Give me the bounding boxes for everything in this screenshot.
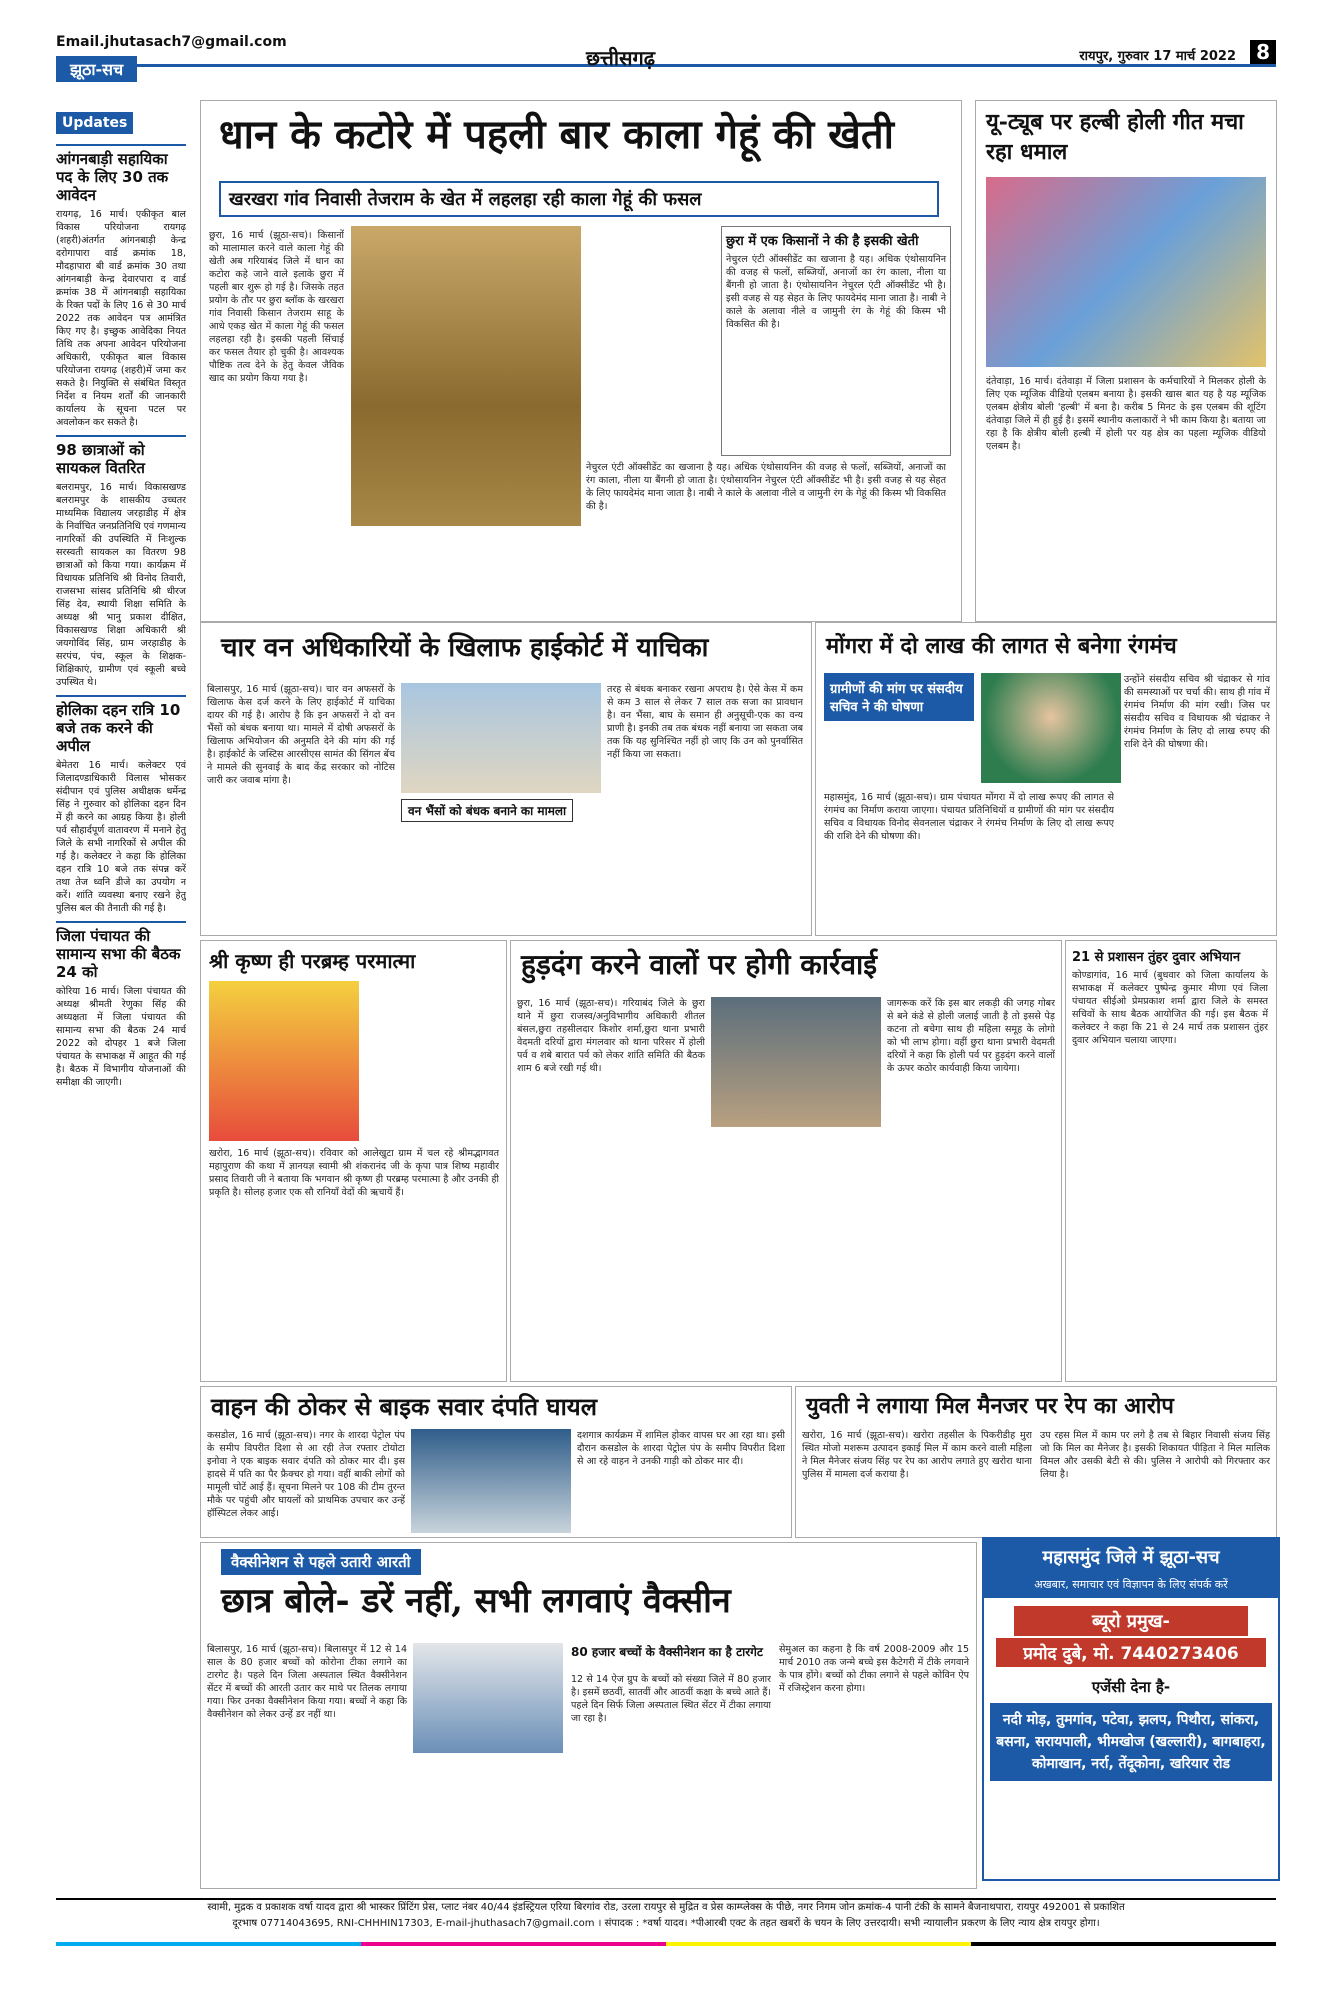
mongra-headline: मोंगरा में दो लाख की लागत से बनेगा रंगमंच xyxy=(826,633,1177,659)
section-title: छत्तीसगढ़ xyxy=(586,46,656,70)
lead-headline: धान के कटोरे में पहली बार काला गेहूं की खेती xyxy=(219,111,895,158)
hudang-headline: हुड़दंग करने वालों पर होगी कार्रवाई xyxy=(521,948,878,981)
page-number: 8 xyxy=(1250,40,1276,64)
hc-headline: चार वन अधिकारियों के खिलाफ हाईकोर्ट में याचिका xyxy=(221,633,709,663)
hc-story xyxy=(200,622,812,936)
rape-body-2: उप रहस मिल में काम पर लगे है तब से बिहार निवासी संजय सिंह जो कि मिल का मैनेजर है। इसकी शिकायत पीड़िता ने मिल मालिक विमल और उसकी बेटी से की। पुलिस ने आरोपी को गिरफ्तार कर लिया है। xyxy=(1040,1430,1270,1480)
left-body-4: कोरिया 16 मार्च। जिला पंचायत की अध्यक्ष श्रीमती रेणुका सिंह की अध्यक्षता में जिला पंचायत की सामान्य सभा की बैठक 24 मार्च 2022 को दोपहर 1 बजे जिला पंचायत के सभाकक्ष में आहूत की गई है। बैठक में विभागीय योजनाओं की समीक्षा की जाएगी। xyxy=(56,986,186,1088)
hc-body-2: तरह से बंधक बनाकर रखना अपराध है। ऐसे केस में कम से कम 3 साल से लेकर 7 साल तक सजा का प्रावधान है। वन भैंसा, बाघ के समान ही अनुसूची-एक का वन्य प्राणी है। इनकी तब तक बंधक नहीं बनाया जा सकता जब तक कि यह सुनिश्चित नहीं हो जाए कि उन को पुनर्वासित नहीं किया जा सकता। xyxy=(607,684,803,760)
tuhar-headline: 21 से प्रशासन तुंहर दुवार अभियान xyxy=(1072,950,1241,965)
left-headline-4: जिला पंचायत की सामान्य सभा की बैठक 24 को xyxy=(56,921,186,981)
accident-body-2: दशगात्र कार्यक्रम में शामिल होकर वापस घर आ रहा था। इसी दौरान कसडोल के शारदा पेट्रोल पंप के समीप विपरीत दिशा से आ रहे वाहन ने उनकी गाड़ी को ठोकर मार दी। xyxy=(577,1430,785,1467)
advertisement xyxy=(982,1537,1280,1881)
ad-sub: अखबार, समाचार एवं विज्ञापन के लिए संपर्क करें xyxy=(984,1575,1278,1598)
ad-chief-label: ब्यूरो प्रमुख- xyxy=(1014,1606,1248,1636)
left-body-1: रायगढ़, 16 मार्च। एकीकृत बाल विकास परियोजना रायगढ़ (शहरी)अंतर्गत आंगनबाड़ी केन्द्र दरोगापारा वार्ड क्रमांक 18, मौदहापारा बी वार्ड क्रमांक 30 तथा आंगनबाड़ी केन्द्र देवारपारा द वार्ड क्रमांक 38 में आंगनबाड़ी सहायिका के रिक्त पदों के लिए 16 से 30 मार्च 2022 तक आवेदन पत्र आमंत्रित किए गए है। इच्छुक आवेदिका नियत तिथि तक अपना आवेदन परियोजना अधिकारी, एकीकृत बाल विकास परियोजना रायगढ़ (शहरी)में जमा कर सकते है। नियुक्ति से संबंधित विस्तृत निर्देश व नियम शर्तों की जानकारी कार्यालय के सूचना पटल पर अवलोकन कर सकते है। xyxy=(56,209,186,428)
left-body-2: बलरामपुर, 16 मार्च। विकासखण्ड बलरामपुर के शासकीय उच्चतर माध्यमिक विद्यालय जरहाडीह में क्षेत्र के निर्वाचित जनप्रतिनिधि एवं गणमान्य नागरिकों की उपस्थिति में निःशुल्क सरस्वती सायकल का वितरण 98 छात्राओं को किया गया। कार्यक्रम में विधायक प्रतिनिधि श्री विनोद तिवारी, राजसभा सांसद प्रतिनिधि श्री धीरज सिंह देव, स्थायी शिक्षा समिति के अध्यक्ष श्री भानु प्रकाश दीक्षित, विकासखण्ड शिक्षा अधिकारी श्री जयगोविंद सिंह, ग्राम जरहाडीह के सरपंच, पंच, स्कूल के शिक्षक-शिक्षिकाएं, ग्रामीण एवं स्कूली बच्चे उपस्थित थे। xyxy=(56,482,186,688)
footer-line-1: स्वामी, मुद्रक व प्रकाशक वर्षा यादव द्वारा श्री भास्कर प्रिंटिंग प्रेस, प्लाट नंबर 40/44 इंडस्ट्रियल एरिया बिरगांव रोड, उरला रायपुर से मुद्रित व प्रेस काम्प्लेक्स के पीछे, नगर निगम जोन क्रमांक-4 पानी टंकी के सामने बैजनाथपारा, रायपुर 492001 से प्रकाशित xyxy=(207,1902,1125,1913)
masthead xyxy=(56,34,1276,79)
vaccine-headline: छात्र बोले- डरें नहीं, सभी लगवाएं वैक्सीन xyxy=(221,1581,731,1621)
hudang-body: छुरा, 16 मार्च (झूठा-सच)। गरियाबंद जिले के छुरा थाने में छुरा राजस्व/अनुविभागीय अधिकारी शीतल बंसल,छुरा तहसीलदार किशोर शर्मा,छुरा थाना प्रभारी वेदमती दरियों द्वारा मंगलवार को थाना परिसर में होली पर्व व शबे बारात पर्व को लेकर शांति समिति की बैठक शाम 6 बजे रखी गई थी। xyxy=(517,998,705,1074)
dateline: रायपुर, गुरुवार 17 मार्च 2022 xyxy=(1079,49,1236,64)
tuhar-body: कोण्डागांव, 16 मार्च (बुधवार को जिला कार्यालय के सभाकक्ष में कलेक्टर पुष्पेन्द्र कुमार मीणा एवं जिला पंचायत सीईओ प्रेमप्रकाश शर्मा द्वारा जिले के समस्त सचिवों के साथ बैठक आयोजित की गई। इस बैठक में कलेक्टर ने कहा कि 21 से 24 मार्च तक प्रशासन तुंहर दुवार अभियान चलाया जाएगा। xyxy=(1072,970,1268,1046)
accident-photo xyxy=(411,1429,571,1533)
vaccine-story xyxy=(200,1542,977,1889)
left-body-3: बेमेतरा 16 मार्च। कलेक्टर एवं जिलादण्डाधिकारी विलास भोसकर संदीपान एवं पुलिस अधीक्षक धर्मेन्द्र सिंह ने गुरुवार को होलिका दहन दिन में ही करने का आग्रह किया है। होली पर्व सौहार्दपूर्ण वातावरण में मनाने हेतु जिले के सभी नागरिकों से अपील की गई है। कलेक्टर ने कहा कि होलिका दहन रात्रि 10 बजे तक संपन्न करें तथा तेज ध्वनि डीजे का उपयोग न करें। शांति व्यवस्था बनाए रखने हेतु पुलिस बल की तैनाती की गई है। xyxy=(56,760,186,914)
ad-agency: एजेंसी देना है- xyxy=(1091,1678,1171,1696)
lead-sidebox xyxy=(721,226,951,456)
header-email: Email.jhutasach7@gmail.com xyxy=(56,34,287,50)
lead-body: छुरा, 16 मार्च (झूठा-सच)। किसानों को मालामाल करने वाले काला गेहूं की खेती अब गरियाबंद जिले में धान का कटोरा कहे जाने वाले इलाके छुरा में पहली बार शुरू हो गई है। जिसके तहत प्रयोग के तौर पर छुरा ब्लॉक के खरखरा गांव निवासी किसान तेजराम साहू के आधे एकड़ खेत में काला गेहूं की फसल लहलहा रही है। इसकी पहली सिंचाई कर फसल तैयार हो चुकी है। आवश्यक पौष्टिक तत्व देने के हेतु केवल जैविक खाद का प्रयोग किया गया है। xyxy=(209,230,344,384)
ad-areas: नदी मोड़, तुमगांव, पटेवा, झलप, पिथौरा, सांकरा, बसना, सरायपाली, भीमखोज (खल्लारी), बागबाहरा, कोमाखान, नर्रा, तेंदूकोना, खरियार रोड xyxy=(990,1703,1272,1781)
hc-body: बिलासपुर, 16 मार्च (झूठा-सच)। चार वन अफसरों के खिलाफ केस दर्ज करने के लिए हाईकोर्ट में याचिका दायर की गई है। आरोप है कि इन अफसरों ने दो वन भैंसों को बंधक बनाया था। मामले में दोषी अफसरों के खिलाफ अभियोजन की अनुमति देने की मांग की गई है। हाईकोर्ट के जस्टिस आरसीएस सामंत की सिंगल बेंच ने मामले की सुनवाई के बाद केंद्र सरकार को नोटिस जारी कर जवाब मांगा है। xyxy=(207,684,395,786)
left-headline-1: आंगनबाड़ी सहायिका पद के लिए 30 तक आवेदन xyxy=(56,144,186,204)
left-column xyxy=(56,112,186,1652)
left-headline-3: होलिका दहन रात्रि 10 बजे तक करने की अपील xyxy=(56,695,186,755)
footer xyxy=(56,1898,1276,1940)
updates-label: Updates xyxy=(56,112,133,134)
sidebox-body: नेचुरल एंटी ऑक्सीडेंट का खजाना है यह। अधिक एंथोसायनिन की वजह से फलों, सब्जियों, अनाजों का रंग काला, नीला या बैंगनी हो जाता है। एंथोसायनिन नेचुरल एंटी ऑक्सीडेंट भी है। इसी वजह से यह सेहत के लिए फायदेमंद माना जाता है। नाबी ने काले के अलावा नीले व जामुनी रंग के गेहूं की किस्म भी विकसित की है। xyxy=(726,254,946,330)
vaccine-subhead: 80 हजार बच्चों के वैक्सीनेशन का है टारगेट xyxy=(571,1645,763,1659)
accident-body: कसडोल, 16 मार्च (झूठा-सच)। नगर के शारदा पेट्रोल पंप के समीप विपरीत दिशा से आ रही तेज रफ्तार टोयोटा इनोवा ने एक बाइक सवार दंपति को ठोकर मार दी। इस हादसे में पति का पैर फ्रैक्चर हो गया। वहीं बाकी लोगों को मामूली चोटें आई हैं। सूचना मिलने पर 108 की टीम तुरन्त मौके पर पहुंची और घायलों को प्राथमिक उपचार कर उन्हें हॉस्पिटल लेकर आई। xyxy=(207,1430,405,1519)
mongra-body: महासमुंद, 16 मार्च (झूठा-सच)। ग्राम पंचायत मोंगरा में दो लाख रूपए की लागत से रंगमंच का निर्माण कराया जाएगा। पंचायत प्रतिनिधियों व ग्रामीणों की मांग पर संसदीय सचिव व विधायक विनोद सेवनलाल चंद्राकर ने रंगमंच निर्माण के लिए दो लाख रूपए की राशि देने की घोषणा की। xyxy=(824,792,1114,842)
hudang-photo xyxy=(711,997,881,1127)
hc-photo xyxy=(401,683,601,793)
rape-body: खरोरा, 16 मार्च (झूठा-सच)। खरोरा तहसील के पिकरीडीह मुरा स्थित मोजो मशरूम उत्पादन इकाई मिल में काम करने वाली महिला ने मिल मैनेजर संजय सिंह पर रेप का आरोप लगाते हुए खरोरा थाना पुलिस में मामला दर्ज कराया है। xyxy=(802,1430,1032,1480)
lead-story xyxy=(200,100,962,622)
lead-subhead: खरखरा गांव निवासी तेजराम के खेत में लहलहा रही काला गेहूं की फसल xyxy=(219,181,939,217)
wheat-photo xyxy=(351,226,581,526)
footer-line-2: दूरभाष 07714043695, RNI-CHHHIN17303, E-mail-jhuthasach7@gmail.com । संपादक : *वर्षा यादव। *पीआरबी एक्ट के तहत खबरों के चयन के लिए उत्तरदायी। सभी न्यायालीन प्रकरण के लिए न्याय क्षेत्र रायपुर होगा। xyxy=(232,1918,1100,1929)
krishna-story xyxy=(200,940,507,1382)
lead-body-2: नेचुरल एंटी ऑक्सीडेंट का खजाना है यह। अधिक एंथोसायनिन की वजह से फलों, सब्जियों, अनाजों का रंग काला, नीला या बैंगनी हो जाता है। एंथोसायनिन नेचुरल एंटी ऑक्सीडेंट भी है। इसी वजह से यह सेहत के लिए फायदेमंद माना जाता है। नाबी ने काले के अलावा नीले व जामुनी रंग के गेहूं की किस्म भी विकसित की है। xyxy=(586,462,946,512)
sidebox-title: छुरा में एक किसानों ने की है इसकी खेती xyxy=(726,234,919,249)
hudang-body-2: जागरूक करें कि इस बार लकड़ी की जगह गोबर से बने कंडे से होली जलाई जाती है तो इससे पेड़ कटना तो बचेगा साथ ही महिला समूह के लोगो को भी लाभ होगा। वहीं छुरा थाना प्रभारी वेदमती दरियों ने कहा कि होली पर्व पर हुड़दंग करने वालों के ऊपर कठोर कार्यवाही किया जायेगा। xyxy=(887,998,1055,1074)
left-headline-2: 98 छात्राओं को सायकल वितरित xyxy=(56,435,186,477)
vaccine-photo xyxy=(413,1643,563,1753)
krishna-headline: श्री कृष्ण ही परब्रम्ह परमात्मा xyxy=(209,949,416,973)
mongra-subbox: ग्रामीणों की मांग पर संसदीय सचिव ने की घोषणा xyxy=(824,673,974,721)
accident-headline: वाहन की ठोकर से बाइक सवार दंपति घायल xyxy=(211,1392,597,1421)
holi-headline: यू-ट्यूब पर हल्बी होली गीत मचा रहा धमाल xyxy=(986,109,1244,165)
mongra-story xyxy=(815,622,1277,936)
hudang-story xyxy=(510,940,1062,1382)
ad-head: महासमुंद जिले में झूठा-सच xyxy=(984,1539,1278,1575)
hc-caption: वन भैंसों को बंधक बनाने का मामला xyxy=(401,799,573,822)
accident-story xyxy=(200,1386,792,1538)
holi-story xyxy=(975,100,1277,622)
vaccine-body-2: 12 से 14 ऐज ग्रुप के बच्चों को संख्या जिले में 80 हजार है। इसमें छठवीं, सातवीं और आठवीं कक्षा के बच्चे आते हैं। पहले दिन सिर्फ जिला अस्पताल स्थित सेंटर में टीका लगाया जा रहा है। xyxy=(571,1674,771,1724)
ad-chief: प्रमोद दुबे, मो. 7440273406 xyxy=(996,1638,1266,1667)
vaccine-kicker: वैक्सीनेशन से पहले उतारी आरती xyxy=(221,1549,421,1575)
holi-body: दंतेवाड़ा, 16 मार्च। दंतेवाड़ा में जिला प्रशासन के कर्मचारियों ने मिलकर होली के लिए एक म्यूजिक वीडियो एलबम बनाया है। इसकी खास बात यह है यह म्यूजिक एलबम क्षेत्रीय बोली 'हल्बी' में बना है। करीब 5 मिनट के इस एलबम की शूटिंग दंतेवाड़ा जिले में ही हुई है। इसमें स्थानीय कलाकारों ने भी काम किया है। बताया जा रहा है कि क्षेत्रीय बोली हल्बी में होली पर यह क्षेत्र का पहला म्यूजिक वीडियो एलबम है। xyxy=(986,376,1266,452)
krishna-body: खरोरा, 16 मार्च (झूठा-सच)। रविवार को आलेखुटा ग्राम में चल रहे श्रीमद्भागवत महापुराण की कथा में ज्ञानयज्ञ स्वामी श्री शंकरानंद जी के कृपा पात्र शिष्य महावीर प्रसाद तिवारी जी ने बताया कि भगवान श्री कृष्ण ही परब्रम्ह परमात्मा है और उनकी ही प्रकृति है। सोलह हजार एक सौ रानियाँ वेदों की ऋचायें हैं। xyxy=(209,1148,499,1198)
vaccine-body-3: सेमुअल का कहना है कि वर्ष 2008-2009 और 15 मार्च 2010 तक जन्मे बच्चे इस कैटेगरी में टीके लगवाने के पात्र होंगे। बच्चों को टीका लगाने से पहले कोविन ऐप में रजिस्ट्रेशन करना होगा। xyxy=(779,1644,969,1694)
krishna-photo xyxy=(209,981,359,1141)
mongra-body-2: उन्होंने संसदीय सचिव श्री चंद्राकर से गांव की समस्याओं पर चर्चा की। साथ ही गांव में रंगमंच निर्माण की मांग रखी। जिस पर संसदीय सचिव व विधायक श्री चंद्राकर ने रंगमंच निर्माण के लिए दो लाख रुपए की राशि देने की घोषणा की। xyxy=(1124,674,1270,750)
rape-story xyxy=(795,1386,1277,1538)
mongra-photo xyxy=(981,673,1121,783)
header-brand: झूठा-सच xyxy=(56,56,137,82)
rape-headline: युवती ने लगाया मिल मैनजर पर रेप का आरोप xyxy=(806,1393,1174,1419)
footer-color-bar xyxy=(56,1942,1276,1946)
holi-photo xyxy=(986,177,1266,367)
vaccine-body: बिलासपुर, 16 मार्च (झूठा-सच)। बिलासपुर में 12 से 14 साल के 80 हजार बच्चों को कोरोना टीका लगाने का टारगेट है। पहले दिन जिला अस्पताल स्थित वैक्सीनेशन सेंटर में बच्चों की आरती उतार कर माथे पर तिलक लगाया गया। फिर उनका वैक्सीनेशन किया गया। बच्चों ने कहा कि वैक्सीनेशन को लेकर उन्हें डर नहीं था। xyxy=(207,1644,407,1720)
tuhar-story xyxy=(1065,940,1277,1382)
